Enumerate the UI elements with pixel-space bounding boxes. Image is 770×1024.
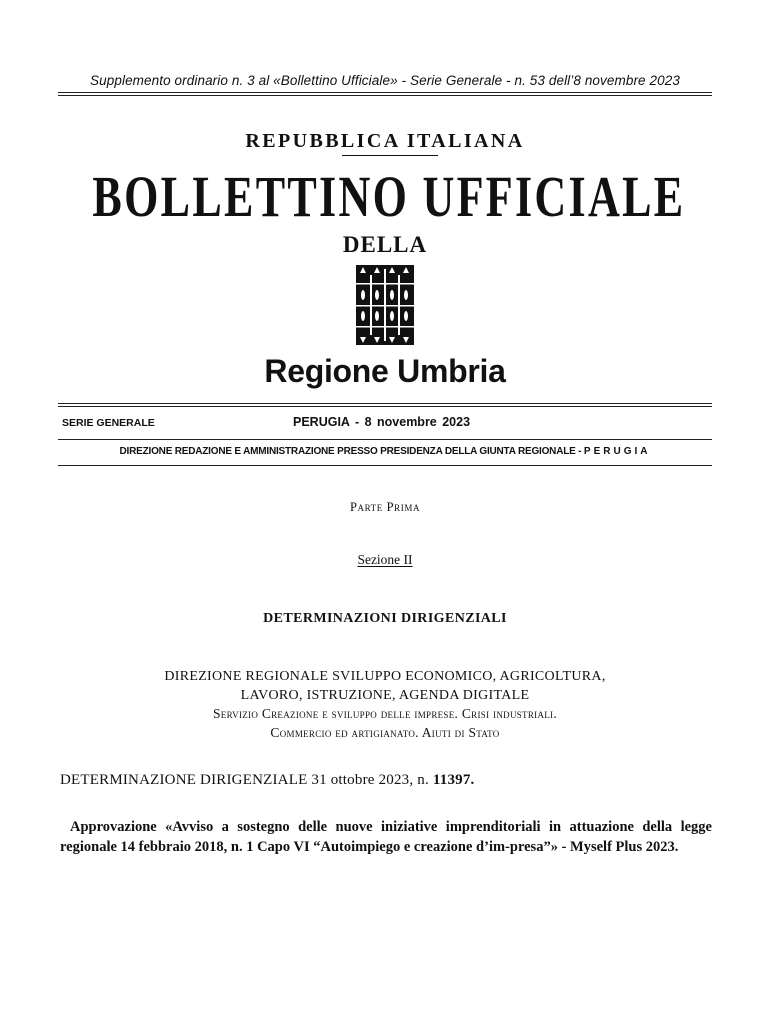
sezione-label: Sezione II <box>357 552 413 567</box>
supplement-header: Supplemento ordinario n. 3 al «Bollettino Ufficiale» - Serie Generale - n. 53 dell’8 novembre 2023 <box>90 73 680 88</box>
della-title: DELLA <box>342 232 428 257</box>
direzione-line <box>58 446 712 457</box>
info-rule-top-1 <box>58 403 712 404</box>
header-rule-bottom <box>58 95 712 96</box>
regione-title: Regione Umbria <box>264 353 506 389</box>
approvazione-paragraph: Approvazione «Avviso a sostegno delle nuove iniziative imprenditoriali in attuazione della legge regionale 14 febbraio 2018, n. 1 Capo VI “Autoimpiego e creazione d’im-presa”» - Myself Plus 2023. <box>60 819 712 855</box>
direzione-block <box>60 668 710 742</box>
bollettino-title: BOLLETTINO UFFICIALE <box>92 164 686 229</box>
info-rule-top-2 <box>58 406 712 407</box>
servizio-line-2: Commercio ed artigianato. Aiuti di Stato <box>270 724 500 740</box>
determinazioni-heading: DETERMINAZIONI DIRIGENZIALI <box>263 611 507 626</box>
direzione-text: DIREZIONE REDAZIONE E AMMINISTRAZIONE PRESSO PRESIDENZA DELLA GIUNTA REGIONALE - <box>119 446 584 457</box>
header-rule-top <box>58 92 712 93</box>
direzione-city: PERUGIA <box>583 446 651 457</box>
serie-label: SERIE GENERALE <box>62 417 155 429</box>
repubblica-title: REPUBBLICA ITALIANA <box>245 130 525 152</box>
determinazione-number: 11397. <box>432 772 475 788</box>
info-rule-middle <box>58 439 712 440</box>
place-date: PERUGIA - 8 novembre 2023 <box>293 415 471 429</box>
info-rule-bottom <box>58 465 712 466</box>
regione-umbria-emblem-icon <box>356 265 414 345</box>
determinazione-line <box>60 772 475 789</box>
parte-heading: Parte Prima <box>349 500 421 514</box>
determinazione-prefix: DETERMINAZIONE DIRIGENZIALE 31 ottobre 2023, n. <box>60 772 433 788</box>
sezione-heading <box>0 552 770 568</box>
direzione-line-1: DIREZIONE REGIONALE SVILUPPO ECONOMICO, AGRICOLTURA, <box>164 669 606 684</box>
direzione-line-2: LAVORO, ISTRUZIONE, AGENDA DIGITALE <box>240 687 530 703</box>
repubblica-underline <box>342 155 438 156</box>
servizio-line-1: Servizio Creazione e sviluppo delle imprese. Crisi industriali. <box>212 706 558 721</box>
